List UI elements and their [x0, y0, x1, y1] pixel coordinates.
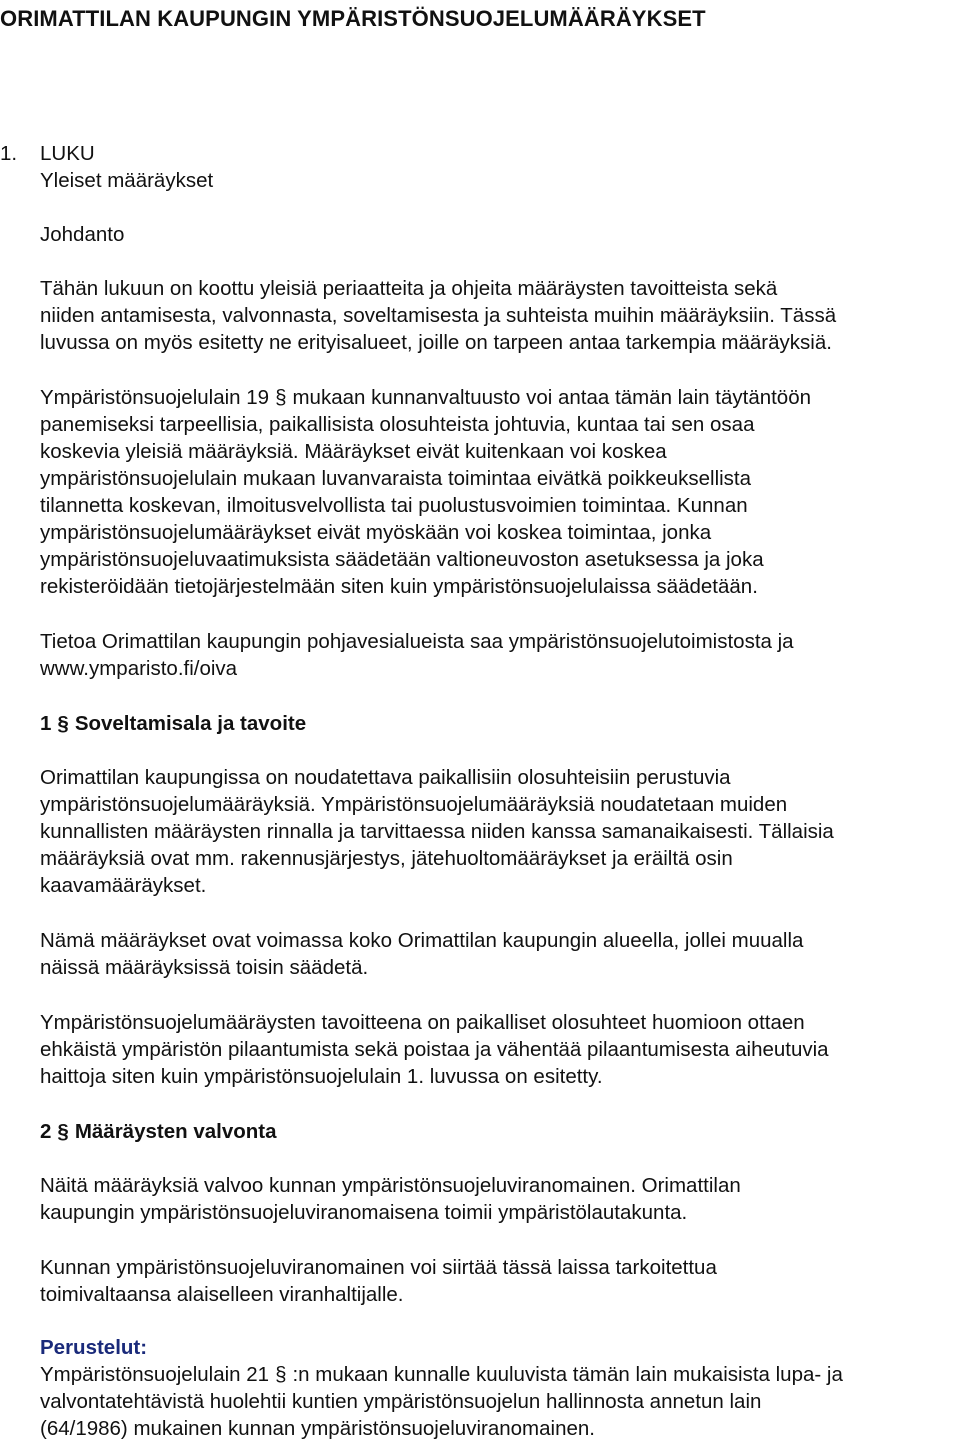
section1-p2-line: näissä määräyksissä toisin säädetä. [40, 956, 369, 979]
section-symbol: § [275, 386, 287, 409]
section2-p1-line: kaupungin ympäristönsuojeluviranomaisena toimii ympäristölautakunta. [40, 1201, 688, 1224]
section2-title: Määräysten valvonta [74, 1120, 277, 1143]
intro-p2-line: tilannetta koskevan, ilmoitusvelvollista tai puolustusvoimien toimintaa. Kunnan [40, 494, 748, 517]
section1-p3-line: haittoja siten kuin ympäristönsuojelulain 1. luvussa on esitetty. [40, 1065, 603, 1088]
chapter-number: 1. [0, 142, 18, 165]
section2-number: 2 [40, 1120, 52, 1143]
section1-title: Soveltamisala ja tavoite [74, 712, 307, 735]
section-symbol: § [275, 1363, 287, 1386]
intro-p2-line: ympäristönsuojelulain mukaan luvanvaraista toimintaa eivätkä poikkeuksellista [40, 467, 752, 490]
intro-p2-text: mukaan kunnanvaltuusto voi antaa tämän lain täytäntöön [292, 386, 812, 409]
intro-heading: Johdanto [40, 223, 125, 246]
perustelut-text: :n mukaan kunnalle kuuluvista tämän lain mukaisista lupa- ja [292, 1363, 843, 1386]
chapter-title: Yleiset määräykset [40, 169, 214, 192]
law-reference: Ympäristönsuojelulain 19 [40, 386, 270, 409]
section-symbol: § [57, 712, 69, 735]
intro-p2-line: ympäristönsuojelumääräykset eivät myöskään voi koskea toimintaa, jonka [40, 521, 712, 544]
section2-p2-line: Kunnan ympäristönsuojeluviranomainen voi siirtää tässä laissa tarkoitettua [40, 1256, 717, 1279]
section1-heading [40, 710, 306, 737]
document-title: ORIMATTILAN KAUPUNGIN YMPÄRISTÖNSUOJELUMÄÄRÄYKSET [0, 6, 706, 31]
intro-p1-line: luvussa on myös esitetty ne erityisalueet, joille on tarpeen antaa tarkempia määräyksiä. [40, 331, 832, 354]
perustelut-line: valvontatehtävistä huolehtii kuntien ympäristönsuojelun hallinnosta annetun lain [40, 1390, 762, 1413]
intro-p2-line [40, 384, 811, 411]
section2-heading [40, 1118, 277, 1145]
section1-p1-line: kunnallisten määräysten rinnalla ja tarvittaessa niiden kanssa samanaikaisesti. Tällaisia [40, 820, 834, 843]
section1-number: 1 [40, 712, 52, 735]
section1-p2-line: Nämä määräykset ovat voimassa koko Orimattilan kaupungin alueella, jollei muualla [40, 929, 804, 952]
section1-p1-line: kaavamääräykset. [40, 874, 207, 897]
section-symbol: § [57, 1120, 69, 1143]
section2-p1-line: Näitä määräyksiä valvoo kunnan ympäristönsuojeluviranomainen. Orimattilan [40, 1174, 741, 1197]
intro-p2-line: koskevia yleisiä määräyksiä. Määräykset eivät kuitenkaan voi koskea [40, 440, 667, 463]
intro-p1-line: niiden antamisesta, valvonnasta, soveltamisesta ja suhteista muihin määräyksiin. Tässä [40, 304, 837, 327]
intro-link[interactable]: www.ymparisto.fi/oiva [40, 657, 238, 680]
intro-p2-line: panemiseksi tarpeellisia, paikallisista olosuhteista johtuvia, kuntaa tai sen osaa [40, 413, 755, 436]
section2-p2-line: toimivaltaansa alaiselleen viranhaltijalle. [40, 1283, 404, 1306]
perustelut-line: (64/1986) mukainen kunnan ympäristönsuojeluviranomainen. [40, 1417, 595, 1440]
section1-p3-line: ehkäistä ympäristön pilaantumista sekä poistaa ja vähentää pilaantumisesta aiheutuvia [40, 1038, 829, 1061]
section1-p3-line: Ympäristönsuojelumääräysten tavoitteena on paikalliset olosuhteet huomioon ottaen [40, 1011, 805, 1034]
intro-p2-line: rekisteröidään tietojärjestelmään siten kuin ympäristönsuojelulaissa säädetään. [40, 575, 758, 598]
section1-p1-line: Orimattilan kaupungissa on noudatettava paikallisiin olosuhteisiin perustuvia [40, 766, 731, 789]
section1-p1-line: ympäristönsuojelumääräyksiä. Ympäristönsuojelumääräyksiä noudatetaan muiden [40, 793, 788, 816]
perustelut-line [40, 1361, 843, 1388]
intro-p3-line: Tietoa Orimattilan kaupungin pohjavesialueista saa ympäristönsuojelutoimistosta ja [40, 630, 794, 653]
intro-p2-line: ympäristönsuojeluvaatimuksista säädetään valtioneuvoston asetuksessa ja joka [40, 548, 764, 571]
chapter-label: LUKU [40, 142, 95, 165]
law-reference: Ympäristönsuojelulain 21 [40, 1363, 270, 1386]
intro-p1-line: Tähän lukuun on koottu yleisiä periaatteita ja ohjeita määräysten tavoitteista sekä [40, 277, 778, 300]
perustelut-label: Perustelut: [40, 1336, 148, 1359]
section1-p1-line: määräyksiä ovat mm. rakennusjärjestys, jätehuoltomääräykset ja eräiltä osin [40, 847, 733, 870]
